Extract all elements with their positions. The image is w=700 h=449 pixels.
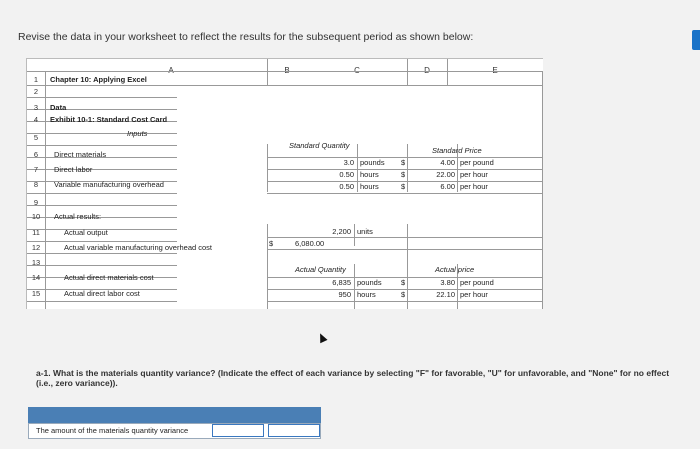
cell-e8: per hour [460, 182, 488, 191]
cell-actual-quantity-header: Actual Quantity [295, 265, 346, 274]
cell-a5: Inputs [127, 129, 148, 138]
cell-a11: Actual output [64, 228, 108, 237]
cell-a15: Actual direct labor cost [64, 289, 140, 298]
row-number: 1 [33, 75, 39, 84]
cell-a8: Variable manufacturing overhead [54, 180, 164, 189]
cell-e15: per hour [460, 290, 488, 299]
cell-c6: pounds [360, 158, 385, 167]
cell-d7-dollar: $ [401, 170, 406, 179]
cell-b11: 2,200 [332, 227, 351, 236]
cell-c8: hours [360, 182, 379, 191]
row-number: 5 [33, 133, 39, 142]
cell-b12-dollar: $ [269, 239, 274, 248]
col-header-e [447, 58, 543, 80]
answer-table-header [28, 407, 321, 423]
cell-e6: per pound [460, 158, 494, 167]
cell-b6: 3.0 [343, 158, 354, 167]
cell-standard-quantity-header: Standard Quantity [289, 141, 350, 150]
row-number: 10 [31, 212, 41, 221]
cell-standard-price-header: Standard Price [432, 146, 482, 155]
col-header-b [267, 58, 307, 80]
cell-a7: Direct labor [54, 165, 93, 174]
row-number: 14 [31, 273, 41, 282]
cell-d8-dollar: $ [401, 182, 406, 191]
cell-b12: 6,080.00 [295, 239, 325, 248]
cell-d14: 3.80 [440, 278, 455, 287]
variance-amount-input[interactable] [212, 424, 264, 437]
row-number: 11 [32, 228, 40, 237]
row-number: 15 [31, 289, 41, 298]
row-number: 4 [33, 115, 39, 124]
cell-d15: 22.10 [436, 290, 455, 299]
cell-d14-dollar: $ [401, 278, 406, 287]
cell-d6: 4.00 [440, 158, 455, 167]
cell-a4: Exhibit 10-1: Standard Cost Card [50, 115, 168, 124]
answer-label: The amount of the materials quantity variance [36, 426, 189, 435]
cell-d15-dollar: $ [401, 290, 406, 299]
cell-c14: pounds [357, 278, 382, 287]
cell-e14: per pound [460, 278, 494, 287]
cell-c15: hours [357, 290, 376, 299]
mouse-cursor-icon [316, 332, 327, 344]
row-number: 6 [33, 150, 39, 159]
variance-effect-select[interactable] [268, 424, 320, 437]
col-header-d [407, 58, 447, 80]
row-number: 2 [33, 87, 39, 96]
cell-a1: Chapter 10: Applying Excel [50, 75, 147, 84]
cell-d7: 22.00 [436, 170, 455, 179]
side-panel-tab[interactable] [692, 30, 700, 50]
cell-a12: Actual variable manufacturing overhead cost [64, 243, 213, 252]
question-text: a-1. What is the materials quantity variance? (Indicate the effect of each variance by selecting "F" for favorable, "U" for unfavorable, and "None" for no effect (i.e., zero variance)). [36, 368, 670, 388]
cell-b14: 6,835 [332, 278, 351, 287]
cell-a10: Actual results: [54, 212, 102, 221]
cell-a6: Direct materials [54, 150, 107, 159]
cell-a14: Actual direct materials cost [64, 273, 154, 282]
cell-d6-dollar: $ [401, 158, 406, 167]
row-number: 13 [31, 258, 41, 267]
row-number: 9 [33, 198, 39, 207]
row-number: 7 [33, 165, 39, 174]
cell-b15: 950 [338, 290, 351, 299]
row-number: 12 [31, 243, 41, 252]
cell-actual-price-header: Actual price [435, 265, 475, 274]
cell-c11: units [357, 227, 373, 236]
row-number: 8 [33, 180, 39, 189]
instruction-text: Revise the data in your worksheet to reflect the results for the subsequent period as shown below: [18, 31, 474, 43]
cell-b8: 0.50 [339, 182, 354, 191]
cell-a3: Data [50, 103, 67, 112]
worksheet-image [26, 58, 543, 309]
cell-b7: 0.50 [339, 170, 354, 179]
row-number: 3 [33, 103, 39, 112]
cell-c7: hours [360, 170, 379, 179]
cell-d8: 6.00 [440, 182, 455, 191]
col-header-c [307, 58, 407, 80]
cell-e7: per hour [460, 170, 488, 179]
